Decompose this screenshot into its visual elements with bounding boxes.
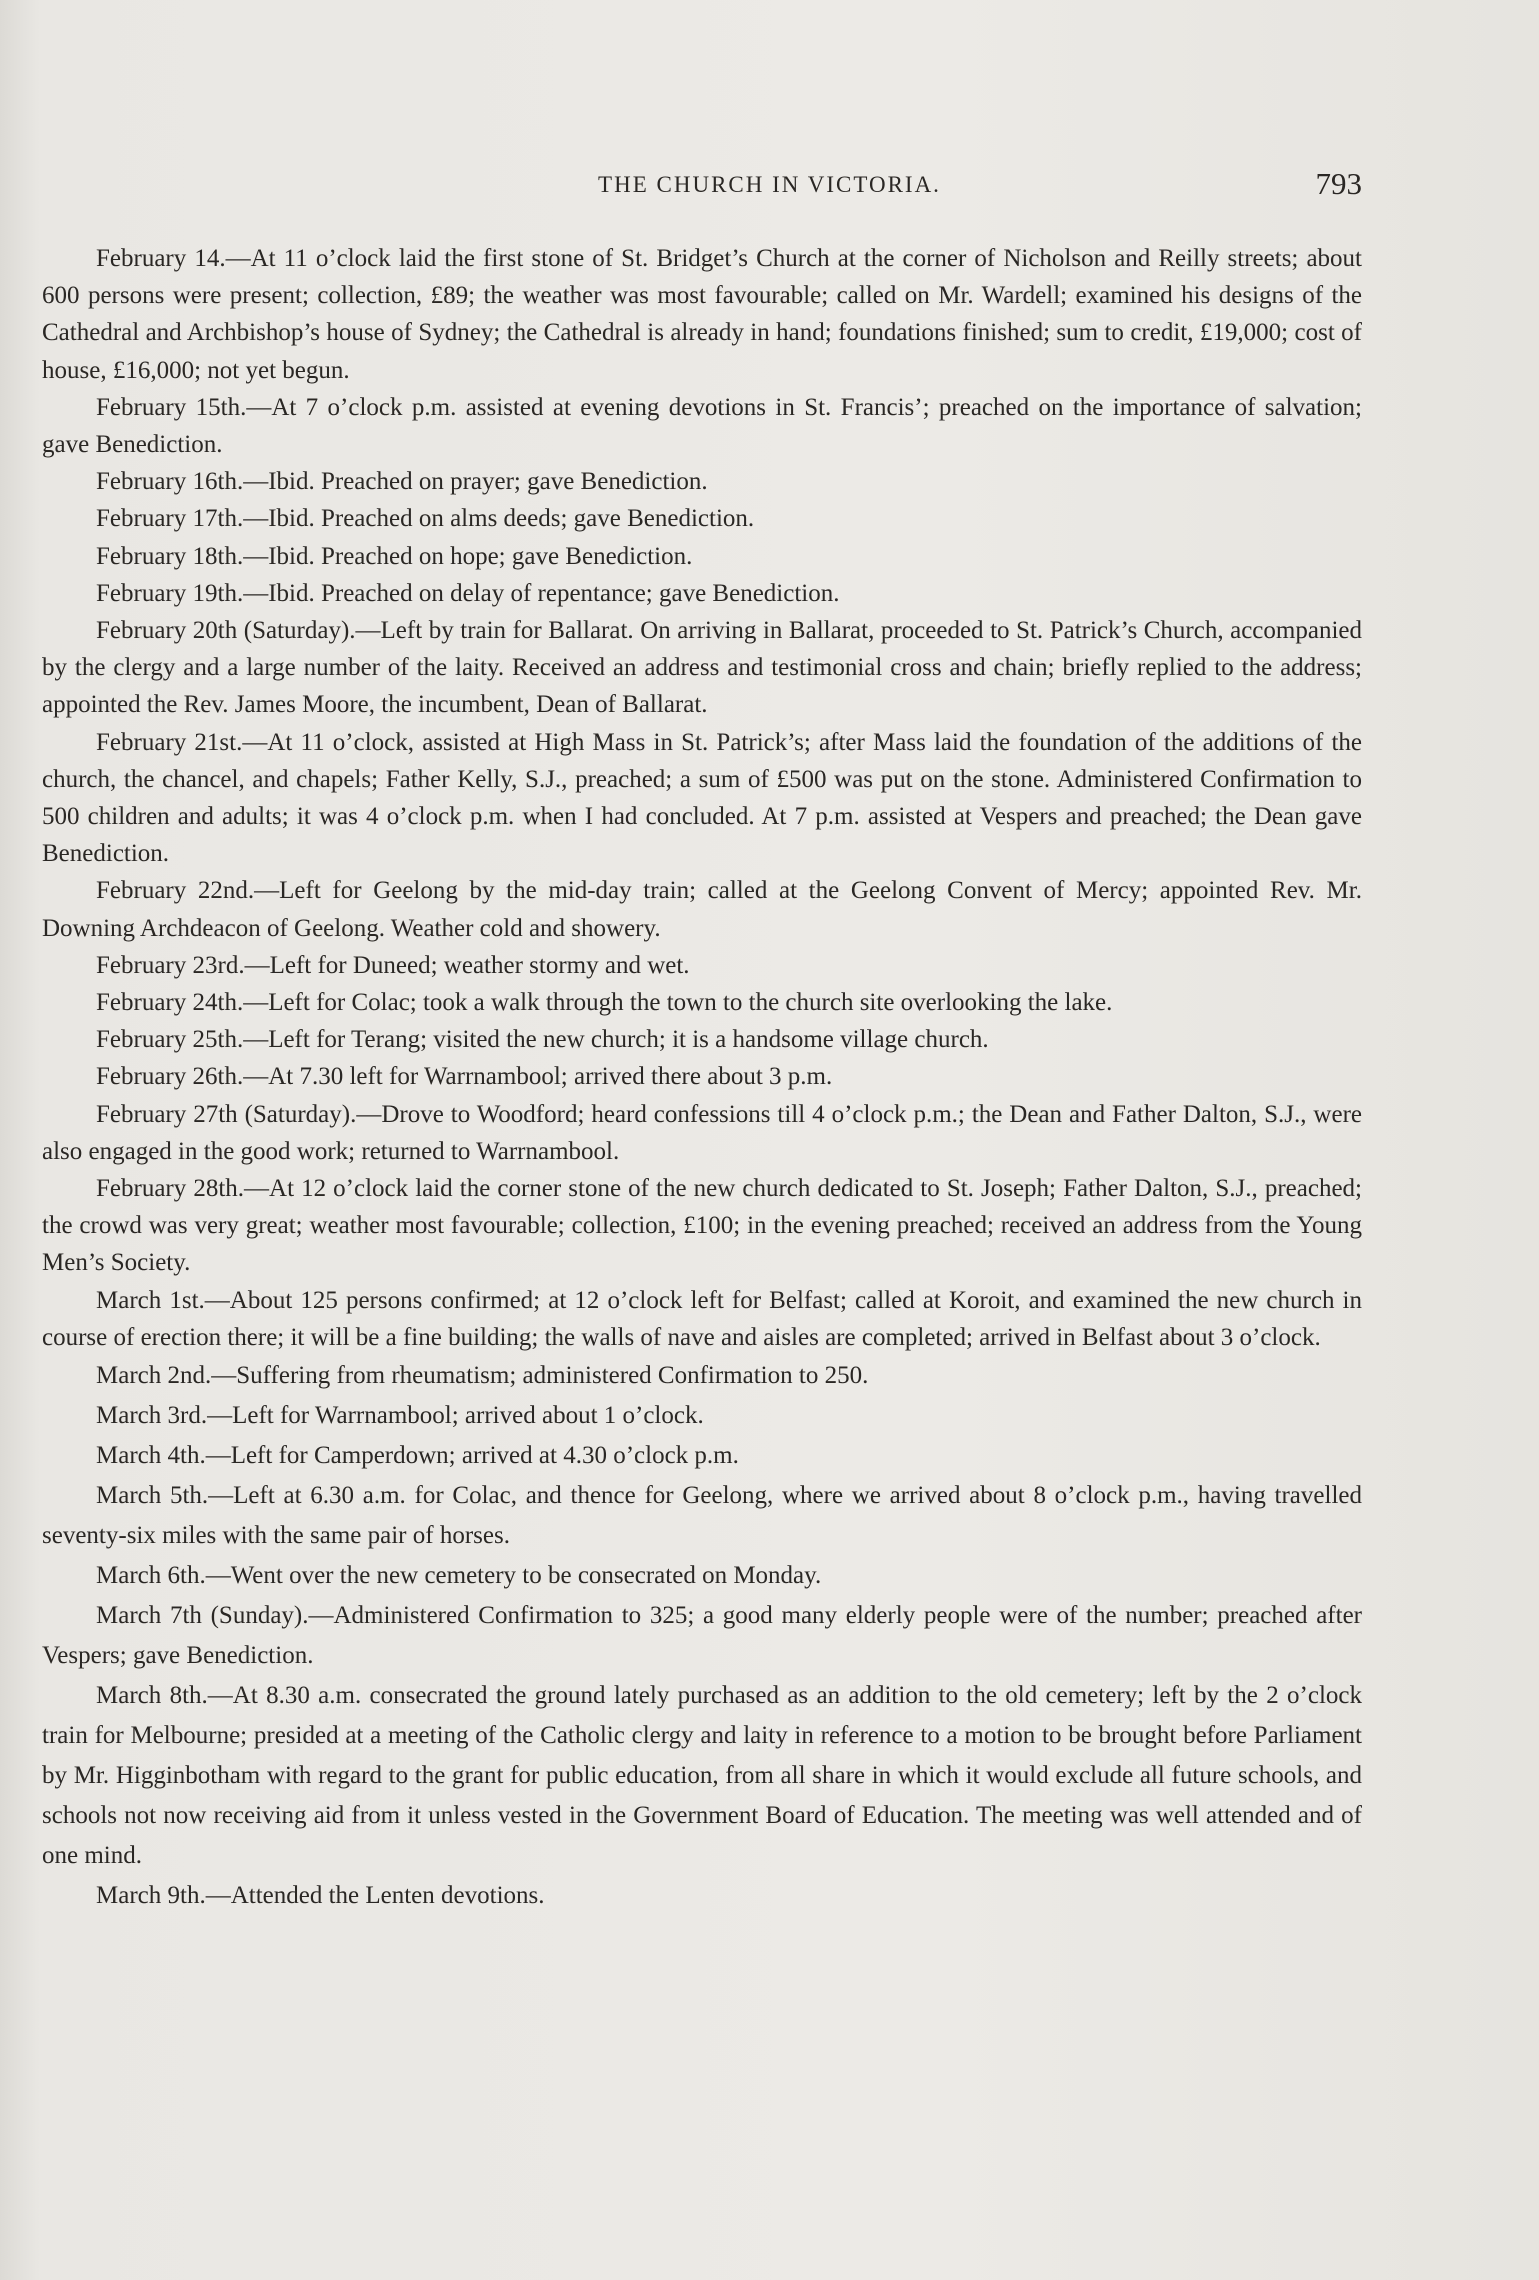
diary-entry: March 8th.—At 8.30 a.m. consecrated the ground lately purchased as an addition to the old cemetery; left by the 2 o’clock train for Melbourne; presided at a meeting of the Catholic clergy and laity in reference to a motion to be brought before Parliament by Mr. Higginbotham with regard to the grant for public education, from all share in which it would exclude all future schools, and schools not now receiving aid from it unless vested in the Government Board of Education. The meeting was well attended and of one mind.: [42, 1682, 1362, 1870]
diary-entry: February 15th.—At 7 o’clock p.m. assisted at evening devotions in St. Francis’; preached on the importance of salvation; gave Benediction.: [42, 393, 1362, 459]
diary-entry: March 6th.—Went over the new cemetery to be consecrated on Monday.: [96, 1562, 822, 1590]
diary-entry: February 28th.—At 12 o’clock laid the corner stone of the new church dedicated to St. Joseph; Father Dalton, S.J., preached; the crowd was very great; weather most favourable; collection, £100; in the evening preached; received an address from the Young Men’s Society.: [42, 1175, 1362, 1277]
diary-entry: February 27th (Saturday).—Drove to Woodford; heard confessions till 4 o’clock p.m.; the Dean and Father Dalton, S.J., were also engaged in the good work; returned to Warrnambool.: [42, 1100, 1362, 1165]
diary-entry: February 25th.—Left for Terang; visited the new church; it is a handsome village church.: [96, 1026, 989, 1054]
diary-entry: February 21st.—At 11 o’clock, assisted at High Mass in St. Patrick’s; after Mass laid the foundation of the additions of the church, the chancel, and chapels; Father Kelly, S.J., preached; a sum of £500 was put on the stone. Administered Confirmation to 500 children and adults; it was 4 o’clock p.m. when I had concluded. At 7 p.m. assisted at Vespers and preached; the Dean gave Benediction.: [42, 728, 1362, 868]
diary-entry: February 16th.—Ibid. Preached on prayer; gave Benediction.: [96, 468, 708, 496]
diary-entry: March 7th (Sunday).—Administered Confirmation to 325; a good many elderly people were of the number; preached after Vespers; gave Benediction.: [42, 1602, 1362, 1670]
diary-entry: February 24th.—Left for Colac; took a walk through the town to the church site overlooking the lake.: [96, 989, 1113, 1017]
diary-entry: March 2nd.—Suffering from rheumatism; administered Confirmation to 250.: [96, 1362, 869, 1390]
diary-entry: March 1st.—About 125 persons confirmed; at 12 o’clock left for Belfast; called at Koroit, and examined the new church in course of erection there; it will be a fine building; the walls of nave and aisles are completed; arrived in Belfast about 3 o’clock.: [42, 1286, 1362, 1351]
diary-entry: February 20th (Saturday).—Left by train for Ballarat. On arriving in Ballarat, proceeded to St. Patrick’s Church, accompanied by the clergy and a large number of the laity. Received an address and testimonial cross and chain; briefly replied to the address; appointed the Rev. James Moore, the incumbent, Dean of Ballarat.: [42, 617, 1362, 719]
diary-entry: February 18th.—Ibid. Preached on hope; gave Benediction.: [96, 542, 693, 570]
diary-entry: March 4th.—Left for Camperdown; arrived at 4.30 o’clock p.m.: [96, 1442, 739, 1470]
diary-entry: February 19th.—Ibid. Preached on delay of repentance; gave Benediction.: [96, 579, 840, 607]
diary-entry: March 5th.—Left at 6.30 a.m. for Colac, and thence for Geelong, where we arrived about 8 o’clock p.m., having travelled seventy-six miles with the same pair of horses.: [42, 1482, 1362, 1550]
diary-entry: February 17th.—Ibid. Preached on alms deeds; gave Benediction.: [96, 505, 755, 533]
diary-entry: February 22nd.—Left for Geelong by the mid-day train; called at the Geelong Convent of Mercy; appointed Rev. Mr. Downing Archdeacon of Geelong. Weather cold and showery.: [42, 877, 1362, 942]
diary-entry: February 23rd.—Left for Duneed; weather stormy and wet.: [96, 951, 690, 979]
diary-entry: March 9th.—Attended the Lenten devotions.: [96, 1882, 545, 1910]
diary-entry: February 26th.—At 7.30 left for Warrnambool; arrived there about 3 p.m.: [96, 1063, 833, 1091]
diary-text: [42, 240, 1362, 1916]
running-title: THE CHURCH IN VICTORIA.: [598, 172, 941, 197]
diary-entry: February 14.—At 11 o’clock laid the first stone of St. Bridget’s Church at the corner of Nicholson and Reilly streets; about 600 persons were present; collection, £89; the weather was most favourable; called on Mr. Wardell; examined his designs of the Cathedral and Archbishop’s house of Sydney; the Cathedral is already in hand; foundations finished; sum to credit, £19,000; cost of house, £16,000; not yet begun.: [42, 245, 1362, 384]
page-number: 793: [1315, 166, 1362, 201]
running-head: [0, 166, 1539, 206]
diary-entry: March 3rd.—Left for Warrnambool; arrived about 1 o’clock.: [96, 1402, 704, 1430]
